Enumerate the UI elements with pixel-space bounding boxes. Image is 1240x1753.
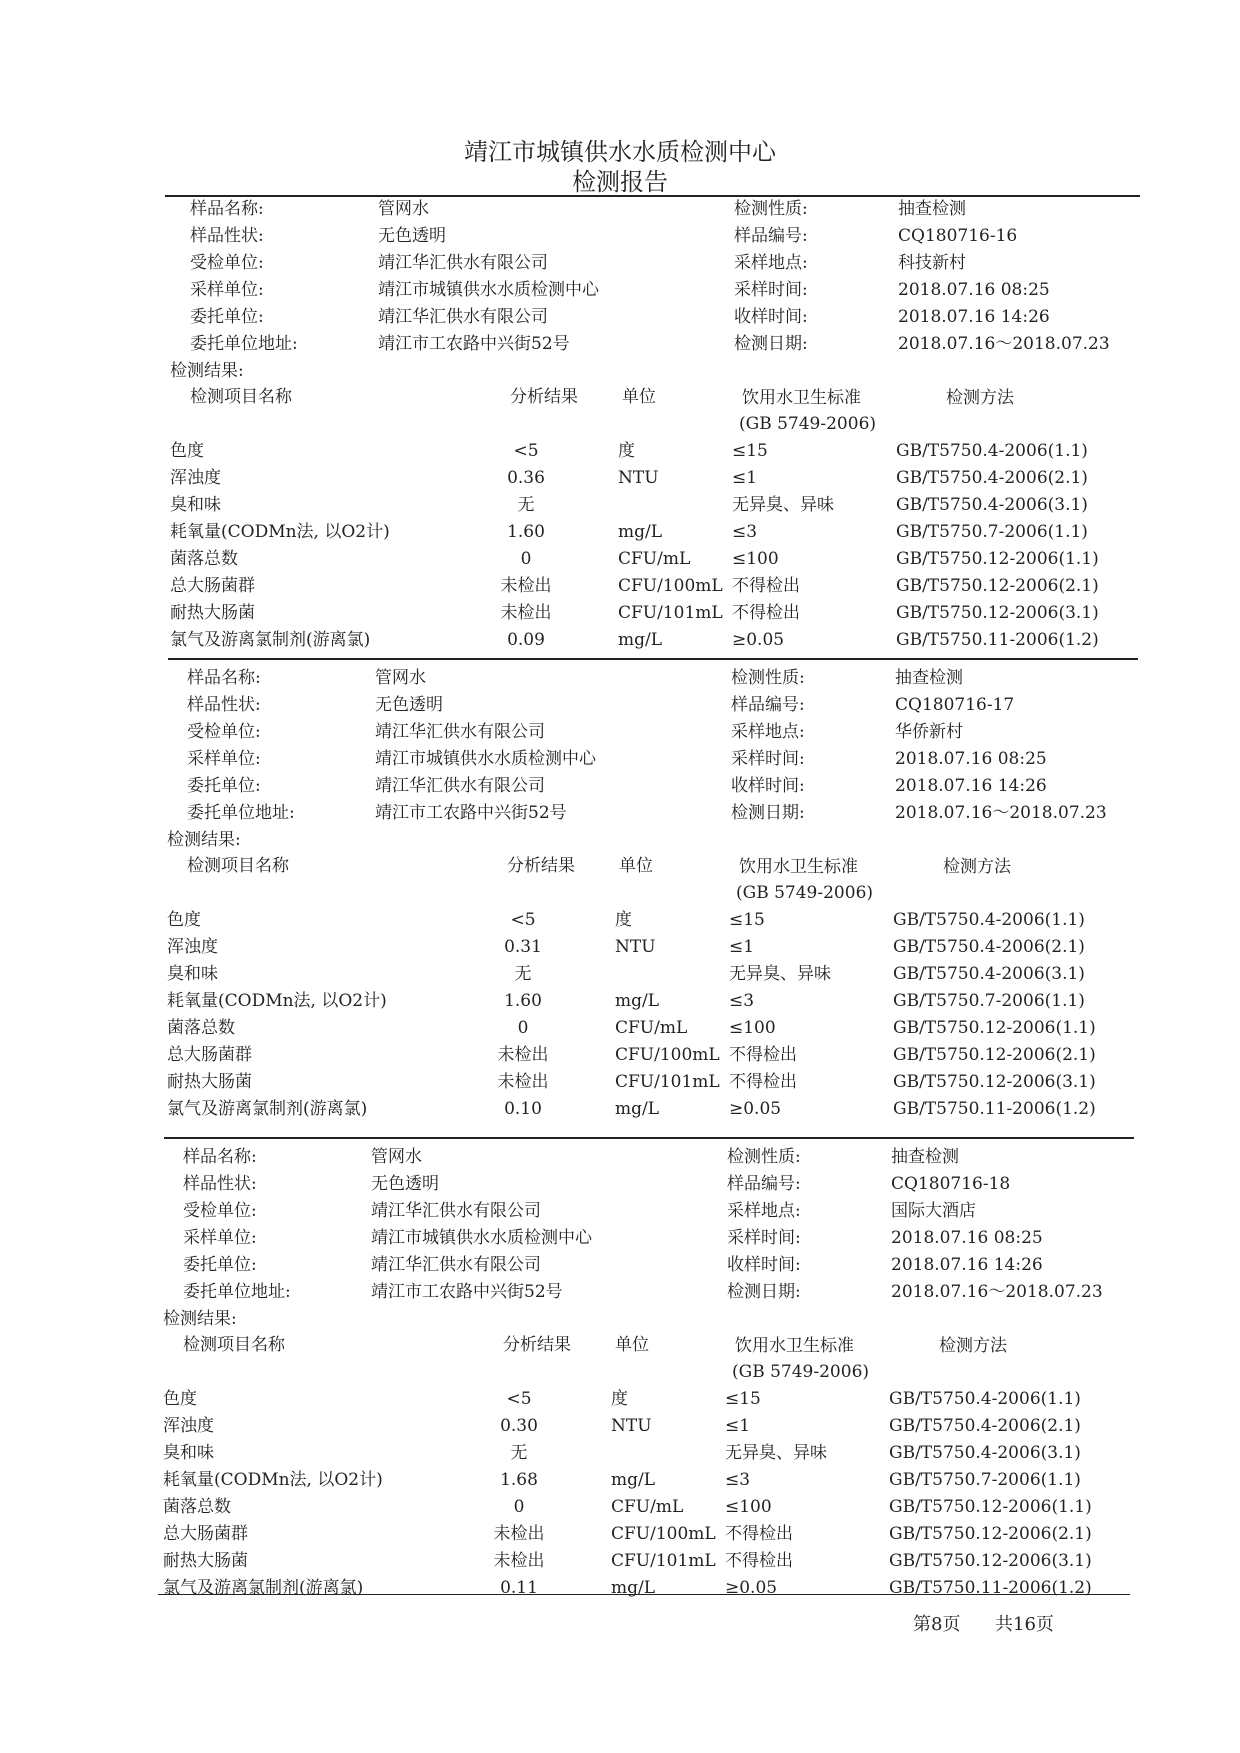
item-name: 耗氧量(CODMn法, 以O2计) xyxy=(163,1470,383,1490)
item-result: 0.10 xyxy=(504,1099,542,1119)
item-method: GB/T5750.4-2006(3.1) xyxy=(889,1443,1081,1463)
item-method: GB/T5750.12-2006(3.1) xyxy=(896,603,1099,623)
item-standard: ≤3 xyxy=(725,1470,751,1490)
label-test-date: 检测日期: xyxy=(727,1282,801,1302)
item-method: GB/T5750.12-2006(2.1) xyxy=(896,576,1099,596)
item-method: GB/T5750.12-2006(2.1) xyxy=(893,1045,1096,1065)
item-name: 臭和味 xyxy=(167,964,218,984)
value-sampling-time: 2018.07.16 08:25 xyxy=(898,280,1050,300)
value-client-unit: 靖江华汇供水有限公司 xyxy=(371,1255,541,1275)
item-method: GB/T5750.4-2006(2.1) xyxy=(889,1416,1081,1436)
item-method: GB/T5750.7-2006(1.1) xyxy=(893,991,1085,1011)
value-sampling-time: 2018.07.16 08:25 xyxy=(895,749,1047,769)
column-header-result: 分析结果 xyxy=(503,1335,571,1355)
label-sampling-time: 采样时间: xyxy=(731,749,805,769)
section-separator-rule xyxy=(164,1137,1134,1139)
value-sample-no: CQ180716-16 xyxy=(898,226,1018,246)
item-unit: CFU/101mL xyxy=(611,1551,716,1571)
section-separator-rule xyxy=(168,658,1138,660)
label-receive-time: 收样时间: xyxy=(734,307,808,327)
item-method: GB/T5750.12-2006(1.1) xyxy=(893,1018,1096,1038)
item-method: GB/T5750.4-2006(3.1) xyxy=(893,964,1085,984)
results-label: 检测结果: xyxy=(170,361,244,381)
label-sample-state: 样品性状: xyxy=(187,695,261,715)
item-standard: ≤100 xyxy=(729,1018,776,1038)
item-result: 0.31 xyxy=(504,937,542,957)
item-result: 0 xyxy=(513,1497,525,1517)
item-name: 耐热大肠菌 xyxy=(167,1072,252,1092)
item-standard: 不得检出 xyxy=(732,603,800,623)
item-standard: ≤100 xyxy=(725,1497,772,1517)
label-inspected-unit: 受检单位: xyxy=(187,722,261,742)
item-result: 无 xyxy=(510,1443,528,1463)
label-test-date: 检测日期: xyxy=(734,334,808,354)
item-method: GB/T5750.4-2006(3.1) xyxy=(896,495,1088,515)
item-result: 无 xyxy=(514,964,532,984)
item-name: 浑浊度 xyxy=(167,937,218,957)
item-name: 色度 xyxy=(163,1389,197,1409)
item-result: 未检出 xyxy=(500,603,552,623)
label-sampling-site: 采样地点: xyxy=(731,722,805,742)
item-standard: ≤3 xyxy=(732,522,758,542)
item-result: 无 xyxy=(517,495,535,515)
label-test-date: 检测日期: xyxy=(731,803,805,823)
column-header-item: 检测项目名称 xyxy=(187,856,289,876)
item-unit: mg/L xyxy=(615,1099,660,1119)
item-result: 未检出 xyxy=(497,1072,549,1092)
value-receive-time: 2018.07.16 14:26 xyxy=(895,776,1047,796)
report-title: 检测报告 xyxy=(572,168,668,196)
item-name: 耗氧量(CODMn法, 以O2计) xyxy=(167,991,387,1011)
item-method: GB/T5750.7-2006(1.1) xyxy=(896,522,1088,542)
item-name: 菌落总数 xyxy=(167,1018,235,1038)
value-inspected-unit: 靖江华汇供水有限公司 xyxy=(378,253,548,273)
label-client-address: 委托单位地址: xyxy=(187,803,295,823)
value-client-unit: 靖江华汇供水有限公司 xyxy=(375,776,545,796)
item-name: 总大肠菌群 xyxy=(167,1045,252,1065)
value-test-nature: 抽查检测 xyxy=(895,668,963,688)
column-header-standard: 饮用水卫生标准 xyxy=(742,388,861,408)
item-unit: CFU/100mL xyxy=(618,576,723,596)
label-sample-no: 样品编号: xyxy=(727,1174,801,1194)
value-sampling-site: 国际大酒店 xyxy=(891,1201,976,1221)
item-result: 未检出 xyxy=(493,1551,545,1571)
value-sampling-site: 华侨新村 xyxy=(895,722,963,742)
item-standard: 不得检出 xyxy=(725,1524,793,1544)
label-client-address: 委托单位地址: xyxy=(190,334,298,354)
item-standard: 不得检出 xyxy=(729,1045,797,1065)
item-unit: mg/L xyxy=(618,630,663,650)
item-result: 未检出 xyxy=(493,1524,545,1544)
page-total: 共16页 xyxy=(995,1614,1054,1635)
item-standard: 无异臭、异味 xyxy=(725,1443,827,1463)
item-unit: CFU/mL xyxy=(618,549,691,569)
value-sample-no: CQ180716-17 xyxy=(895,695,1015,715)
item-method: GB/T5750.4-2006(1.1) xyxy=(896,441,1088,461)
page-number: 第8页 xyxy=(913,1614,961,1635)
item-unit: CFU/101mL xyxy=(615,1072,720,1092)
label-test-nature: 检测性质: xyxy=(731,668,805,688)
item-unit: CFU/100mL xyxy=(615,1045,720,1065)
column-header-standard-code: (GB 5749-2006) xyxy=(736,883,874,903)
column-header-unit: 单位 xyxy=(619,856,653,876)
label-client-unit: 委托单位: xyxy=(187,776,261,796)
value-sample-name: 管网水 xyxy=(378,199,429,219)
item-unit: 度 xyxy=(611,1389,628,1409)
item-method: GB/T5750.4-2006(1.1) xyxy=(889,1389,1081,1409)
item-result: <5 xyxy=(506,1389,532,1409)
value-sampling-unit: 靖江市城镇供水水质检测中心 xyxy=(371,1228,592,1248)
item-standard: 不得检出 xyxy=(729,1072,797,1092)
value-sample-name: 管网水 xyxy=(375,668,426,688)
item-standard: 无异臭、异味 xyxy=(729,964,831,984)
label-sampling-unit: 采样单位: xyxy=(183,1228,257,1248)
value-client-address: 靖江市工农路中兴街52号 xyxy=(378,334,570,354)
item-result: 1.60 xyxy=(507,522,545,542)
label-sample-name: 样品名称: xyxy=(187,668,261,688)
item-standard: ≤3 xyxy=(729,991,755,1011)
item-result: 0.09 xyxy=(507,630,545,650)
footer-rule xyxy=(158,1594,1130,1595)
value-sampling-time: 2018.07.16 08:25 xyxy=(891,1228,1043,1248)
item-result: 0.36 xyxy=(507,468,545,488)
item-name: 耐热大肠菌 xyxy=(163,1551,248,1571)
item-name: 色度 xyxy=(170,441,204,461)
item-unit: mg/L xyxy=(618,522,663,542)
item-method: GB/T5750.4-2006(2.1) xyxy=(896,468,1088,488)
item-result: 未检出 xyxy=(500,576,552,596)
item-result: 0 xyxy=(517,1018,529,1038)
item-method: GB/T5750.12-2006(2.1) xyxy=(889,1524,1092,1544)
item-standard: ≥0.05 xyxy=(725,1578,778,1598)
value-sampling-unit: 靖江市城镇供水水质检测中心 xyxy=(378,280,599,300)
label-inspected-unit: 受检单位: xyxy=(183,1201,257,1221)
item-unit: NTU xyxy=(615,937,656,957)
item-unit: CFU/mL xyxy=(611,1497,684,1517)
label-sampling-site: 采样地点: xyxy=(734,253,808,273)
column-header-standard: 饮用水卫生标准 xyxy=(735,1336,854,1356)
value-sample-state: 无色透明 xyxy=(371,1174,439,1194)
item-standard: ≤1 xyxy=(725,1416,751,1436)
header-rule xyxy=(165,195,1140,197)
column-header-result: 分析结果 xyxy=(510,387,578,407)
item-method: GB/T5750.11-2006(1.2) xyxy=(889,1578,1092,1598)
item-result: 未检出 xyxy=(497,1045,549,1065)
report-org-title: 靖江市城镇供水水质检测中心 xyxy=(464,138,776,166)
item-method: GB/T5750.7-2006(1.1) xyxy=(889,1470,1081,1490)
item-standard: ≤1 xyxy=(729,937,755,957)
item-unit: mg/L xyxy=(611,1578,656,1598)
item-name: 菌落总数 xyxy=(170,549,238,569)
column-header-result: 分析结果 xyxy=(507,856,575,876)
label-sample-no: 样品编号: xyxy=(734,226,808,246)
value-receive-time: 2018.07.16 14:26 xyxy=(891,1255,1043,1275)
item-standard: 不得检出 xyxy=(725,1551,793,1571)
item-name: 臭和味 xyxy=(163,1443,214,1463)
column-header-item: 检测项目名称 xyxy=(190,387,292,407)
column-header-standard: 饮用水卫生标准 xyxy=(739,857,858,877)
item-unit: mg/L xyxy=(611,1470,656,1490)
label-receive-time: 收样时间: xyxy=(731,776,805,796)
item-result: 0.30 xyxy=(500,1416,538,1436)
item-name: 色度 xyxy=(167,910,201,930)
item-method: GB/T5750.12-2006(1.1) xyxy=(896,549,1099,569)
item-name: 耐热大肠菌 xyxy=(170,603,255,623)
item-result: <5 xyxy=(510,910,536,930)
value-inspected-unit: 靖江华汇供水有限公司 xyxy=(371,1201,541,1221)
value-sample-state: 无色透明 xyxy=(375,695,443,715)
item-unit: mg/L xyxy=(615,991,660,1011)
item-name: 总大肠菌群 xyxy=(163,1524,248,1544)
item-result: 0 xyxy=(520,549,532,569)
item-name: 菌落总数 xyxy=(163,1497,231,1517)
item-standard: ≤15 xyxy=(732,441,768,461)
column-header-standard-code: (GB 5749-2006) xyxy=(732,1362,870,1382)
value-client-unit: 靖江华汇供水有限公司 xyxy=(378,307,548,327)
item-method: GB/T5750.4-2006(1.1) xyxy=(893,910,1085,930)
label-sampling-time: 采样时间: xyxy=(727,1228,801,1248)
item-result: <5 xyxy=(513,441,539,461)
item-name: 总大肠菌群 xyxy=(170,576,255,596)
value-client-address: 靖江市工农路中兴街52号 xyxy=(371,1282,563,1302)
item-result: 1.60 xyxy=(504,991,542,1011)
item-standard: ≤100 xyxy=(732,549,779,569)
results-label: 检测结果: xyxy=(163,1309,237,1329)
column-header-item: 检测项目名称 xyxy=(183,1335,285,1355)
column-header-method: 检测方法 xyxy=(946,388,1014,408)
value-sample-state: 无色透明 xyxy=(378,226,446,246)
item-name: 氯气及游离氯制剂(游离氯) xyxy=(167,1099,368,1119)
item-name: 氯气及游离氯制剂(游离氯) xyxy=(170,630,371,650)
label-receive-time: 收样时间: xyxy=(727,1255,801,1275)
value-test-date: 2018.07.16～2018.07.23 xyxy=(891,1282,1103,1302)
label-sample-state: 样品性状: xyxy=(183,1174,257,1194)
value-sampling-site: 科技新村 xyxy=(898,253,966,273)
column-header-unit: 单位 xyxy=(615,1335,649,1355)
results-label: 检测结果: xyxy=(167,830,241,850)
value-sample-no: CQ180716-18 xyxy=(891,1174,1011,1194)
item-standard: ≤15 xyxy=(729,910,765,930)
value-test-nature: 抽查检测 xyxy=(891,1147,959,1167)
column-header-unit: 单位 xyxy=(622,387,656,407)
label-client-address: 委托单位地址: xyxy=(183,1282,291,1302)
label-sample-name: 样品名称: xyxy=(183,1147,257,1167)
item-unit: 度 xyxy=(615,910,632,930)
label-test-nature: 检测性质: xyxy=(734,199,808,219)
item-standard: ≥0.05 xyxy=(729,1099,782,1119)
value-test-nature: 抽查检测 xyxy=(898,199,966,219)
value-inspected-unit: 靖江华汇供水有限公司 xyxy=(375,722,545,742)
label-client-unit: 委托单位: xyxy=(183,1255,257,1275)
item-unit: CFU/101mL xyxy=(618,603,723,623)
item-name: 浑浊度 xyxy=(163,1416,214,1436)
item-method: GB/T5750.12-2006(3.1) xyxy=(893,1072,1096,1092)
item-unit: CFU/100mL xyxy=(611,1524,716,1544)
item-name: 氯气及游离氯制剂(游离氯) xyxy=(163,1578,364,1598)
label-client-unit: 委托单位: xyxy=(190,307,264,327)
item-name: 臭和味 xyxy=(170,495,221,515)
value-receive-time: 2018.07.16 14:26 xyxy=(898,307,1050,327)
item-unit: NTU xyxy=(611,1416,652,1436)
value-sample-name: 管网水 xyxy=(371,1147,422,1167)
item-method: GB/T5750.12-2006(3.1) xyxy=(889,1551,1092,1571)
label-sampling-unit: 采样单位: xyxy=(187,749,261,769)
label-sampling-site: 采样地点: xyxy=(727,1201,801,1221)
column-header-standard-code: (GB 5749-2006) xyxy=(739,414,877,434)
item-method: GB/T5750.11-2006(1.2) xyxy=(893,1099,1096,1119)
value-test-date: 2018.07.16～2018.07.23 xyxy=(898,334,1110,354)
column-header-method: 检测方法 xyxy=(939,1336,1007,1356)
item-unit: NTU xyxy=(618,468,659,488)
item-unit: CFU/mL xyxy=(615,1018,688,1038)
item-result: 0.11 xyxy=(500,1578,538,1598)
value-client-address: 靖江市工农路中兴街52号 xyxy=(375,803,567,823)
label-sampling-unit: 采样单位: xyxy=(190,280,264,300)
column-header-method: 检测方法 xyxy=(943,857,1011,877)
item-unit: 度 xyxy=(618,441,635,461)
item-name: 耗氧量(CODMn法, 以O2计) xyxy=(170,522,390,542)
label-sample-no: 样品编号: xyxy=(731,695,805,715)
item-name: 浑浊度 xyxy=(170,468,221,488)
item-standard: ≥0.05 xyxy=(732,630,785,650)
item-standard: 不得检出 xyxy=(732,576,800,596)
item-result: 1.68 xyxy=(500,1470,538,1490)
label-sample-state: 样品性状: xyxy=(190,226,264,246)
item-method: GB/T5750.4-2006(2.1) xyxy=(893,937,1085,957)
item-method: GB/T5750.12-2006(1.1) xyxy=(889,1497,1092,1517)
item-method: GB/T5750.11-2006(1.2) xyxy=(896,630,1099,650)
label-sampling-time: 采样时间: xyxy=(734,280,808,300)
value-sampling-unit: 靖江市城镇供水水质检测中心 xyxy=(375,749,596,769)
item-standard: 无异臭、异味 xyxy=(732,495,834,515)
label-test-nature: 检测性质: xyxy=(727,1147,801,1167)
label-inspected-unit: 受检单位: xyxy=(190,253,264,273)
value-test-date: 2018.07.16～2018.07.23 xyxy=(895,803,1107,823)
label-sample-name: 样品名称: xyxy=(190,199,264,219)
item-standard: ≤1 xyxy=(732,468,758,488)
item-standard: ≤15 xyxy=(725,1389,761,1409)
